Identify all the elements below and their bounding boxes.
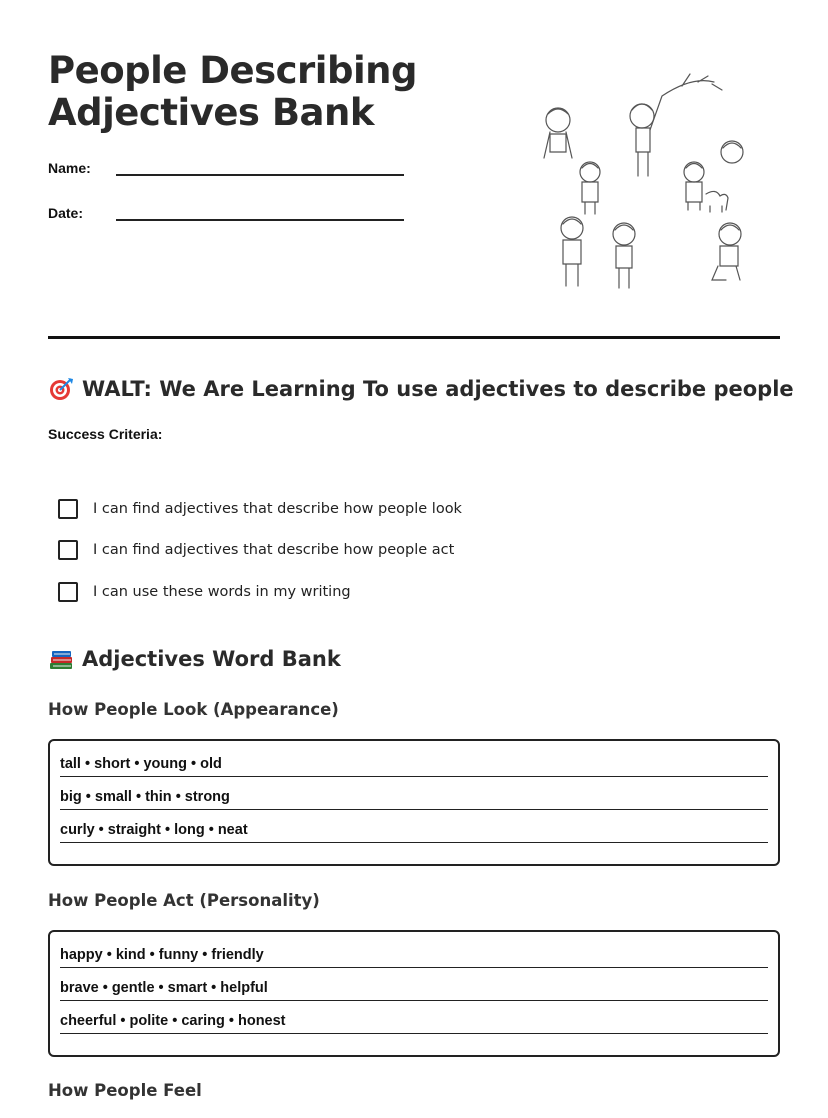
child-figure [544,108,572,158]
criteria-text: I can use these words in my writing [93,583,351,600]
checkbox[interactable] [58,540,78,560]
date-write-line[interactable] [116,219,404,221]
criteria-item[interactable] [58,571,462,613]
word-row: cheerful • polite • caring • honest [60,1009,768,1034]
act-word-box [48,930,780,1057]
act-heading: How People Act (Personality) [48,891,320,910]
section-divider [48,336,780,339]
word-bank-heading [48,646,341,672]
word-bank-title: Adjectives Word Bank [82,647,341,671]
walt-heading [48,376,794,402]
success-criteria-list [58,488,462,613]
criteria-text: I can find adjectives that describe how people act [93,542,455,559]
page-title: People Describing Adjectives Bank [48,49,417,134]
word-row: tall • short • young • old [60,752,768,777]
walt-text: WALT: We Are Learning To use adjectives to describe people [82,377,794,401]
criteria-item[interactable] [58,488,462,530]
child-figure [630,74,722,176]
checkbox[interactable] [58,499,78,519]
target-icon [48,376,74,402]
word-row: curly • straight • long • neat [60,818,768,843]
child-figure [613,223,635,288]
child-figure [712,223,741,280]
success-criteria-label: Success Criteria: [48,426,163,442]
criteria-text: I can find adjectives that describe how people look [93,500,462,517]
child-figure [561,217,583,286]
word-row: brave • gentle • smart • helpful [60,976,768,1001]
child-figure [684,162,728,212]
feel-heading: How People Feel [48,1081,202,1100]
look-word-box [48,739,780,866]
checkbox[interactable] [58,582,78,602]
word-row: big • small • thin • strong [60,785,768,810]
look-heading: How People Look (Appearance) [48,700,339,719]
date-field[interactable] [48,205,83,221]
child-figure [721,141,743,163]
children-illustration [532,68,754,294]
date-label: Date: [48,205,84,221]
books-icon [48,646,74,672]
criteria-item[interactable] [58,530,462,572]
name-field[interactable] [48,160,91,176]
word-row: happy • kind • funny • friendly [60,943,768,968]
child-figure [580,162,600,214]
name-write-line[interactable] [116,174,404,176]
name-label: Name: [48,160,91,176]
